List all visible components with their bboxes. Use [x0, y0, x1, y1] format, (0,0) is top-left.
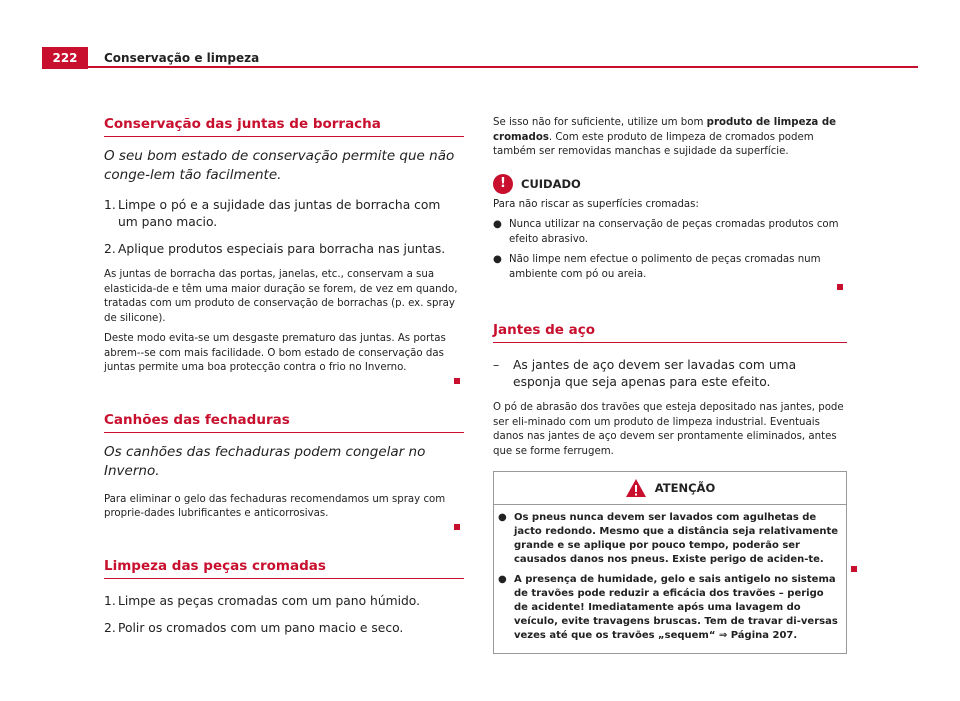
- warning-header: [494, 472, 846, 505]
- body-paragraph: O pó de abrasão dos travões que esteja depositado nas jantes, pode ser eli-minado com um produto de limpeza industrial. Eventuais danos nas jantes de aço devem ser prontamente eliminados, antes que se forme ferrugem.: [493, 402, 844, 457]
- step-number: 2.: [104, 620, 116, 635]
- section-end-mark: [837, 284, 843, 290]
- page-number: 222: [42, 47, 88, 69]
- body-paragraph: Deste modo evita-se um desgaste prematuro das juntas. As portas abrem--se com mais facilidade. O bom estado de conservação das juntas permite uma boa protecção contra o frio no Inverno.: [104, 333, 446, 373]
- step-text: Limpe o pó e a sujidade das juntas de borracha com um pano macio.: [118, 198, 441, 229]
- step-text: Polir os cromados com um pano macio e seco.: [118, 620, 404, 635]
- step-number: 1.: [104, 593, 116, 608]
- warning-triangle-icon: [625, 478, 647, 498]
- body-paragraph: Para eliminar o gelo das fechaduras recomendamos um spray com proprie-dades lubrificantes e anticorrosivas.: [104, 493, 446, 519]
- section-end-mark: [454, 524, 460, 530]
- step-item: [104, 620, 464, 637]
- bullet-glyph: ●: [493, 219, 502, 230]
- running-title: Conservação e limpeza: [104, 51, 260, 65]
- step-dash: –: [493, 358, 500, 372]
- step-text: Aplique produtos especiais para borracha nas juntas.: [118, 242, 446, 256]
- caution-bullet: [493, 218, 847, 247]
- bullet-text: Não limpe nem efectue o polimento de peças cromadas num ambiente com pó ou areia.: [509, 254, 821, 280]
- step-item: [104, 197, 464, 231]
- section-intro: O seu bom estado de conservação permite que não conge-lem tão facilmente.: [104, 148, 455, 183]
- section-end-mark: [454, 378, 460, 384]
- body-paragraph: As juntas de borracha das portas, janelas, etc., conservam a sua elasticida-de e têm uma maior duração se forem, de vez em quando, tratadas com um produto de conservação de borrachas (p. ex. spray de silicone).: [104, 269, 458, 324]
- step-number: 1.: [104, 198, 116, 212]
- step-text: Limpe as peças cromadas com um pano húmido.: [118, 593, 421, 608]
- header-rule: [88, 66, 918, 68]
- bullet-text: Os pneus nunca devem ser lavados com agulhetas de jacto redondo. Mesmo que a distância seja relativamente grande e se aplique por pouco tempo, poderão ser causados danos nos pneus. Existe perigo de aciden-te.: [514, 512, 839, 565]
- section-title-lock-cylinders: Canhões das fechaduras: [104, 412, 464, 433]
- section-title-steel-rims: Jantes de aço: [493, 322, 847, 343]
- step-item: [104, 593, 464, 610]
- warning-body: [494, 505, 846, 653]
- bullet-glyph: ●: [498, 574, 507, 585]
- section-intro: Os canhões das fechaduras podem congelar no Inverno.: [104, 443, 426, 479]
- body-paragraph: Se isso não for suficiente, utilize um bom produto de limpeza de cromados. Com este produto de limpeza de cromados podem também ser removidas manchas e sujidade da superfície.: [493, 117, 837, 157]
- bullet-glyph: ●: [493, 254, 502, 265]
- step-item: [104, 241, 464, 258]
- section-title-chrome-parts: Limpeza das peças cromadas: [104, 558, 464, 579]
- step-text: As jantes de aço devem ser lavadas com uma esponja que seja apenas para este efeito.: [513, 358, 797, 389]
- caution-title: CUIDADO: [521, 176, 581, 191]
- step-number: 2.: [104, 242, 116, 256]
- step-item: [493, 357, 847, 391]
- section-title-rubber-seals: Conservação das juntas de borracha: [104, 116, 464, 137]
- bullet-text: A presença de humidade, gelo e sais antigelo no sistema de travões pode reduzir a eficácia dos travões – perigo de acidente! Imediatamente após uma lavagem do veículo, evite travagens bruscas. Tem de travar di-versas vezes até que os travões „sequem“ ⇒ Página 207.: [514, 574, 838, 641]
- section-end-mark: [851, 566, 857, 572]
- caution-bullet: [493, 253, 847, 282]
- warning-bullet: [498, 573, 840, 643]
- bullet-text: Nunca utilizar na conservação de peças cromadas produtos com efeito abrasivo.: [509, 219, 839, 245]
- bullet-glyph: ●: [498, 512, 507, 523]
- warning-box: [493, 471, 847, 654]
- warning-bullet: [498, 511, 840, 567]
- left-column: [104, 116, 464, 647]
- right-column: [493, 116, 847, 654]
- caution-lead: Para não riscar as superfícies cromadas:: [493, 198, 699, 210]
- caution-header: [493, 174, 847, 194]
- caution-icon: !: [493, 174, 513, 194]
- warning-title: ATENÇÃO: [654, 481, 716, 495]
